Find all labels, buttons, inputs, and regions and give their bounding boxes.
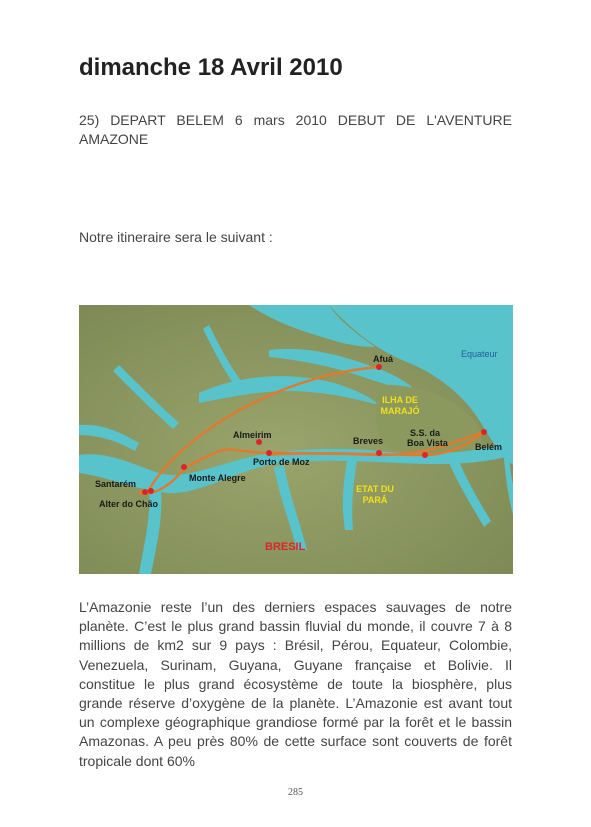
label-ss-da-boa-vista-2: Boa Vista bbox=[407, 438, 448, 448]
label-alter-do-chao: Alter do Chão bbox=[99, 499, 159, 509]
town-marker-santarem bbox=[142, 489, 148, 495]
itinerary-map bbox=[79, 305, 513, 574]
page-title: dimanche 18 Avril 2010 bbox=[79, 54, 343, 81]
label-breves: Breves bbox=[353, 436, 384, 446]
town-marker-monte-alegre bbox=[181, 464, 187, 470]
label-almeirim: Almeirim bbox=[233, 430, 272, 440]
label-equateur: Equateur bbox=[461, 349, 498, 359]
intro-text: Notre itineraire sera le suivant : bbox=[79, 229, 273, 245]
page-number: 285 bbox=[288, 787, 303, 798]
town-marker-ss-da-boa-vista bbox=[422, 452, 428, 458]
town-marker-belem bbox=[481, 429, 487, 435]
label-monte-alegre: Monte Alegre bbox=[189, 473, 246, 483]
label-santarem: Santarém bbox=[95, 479, 137, 489]
town-marker-afua bbox=[376, 364, 382, 370]
label-porto-de-moz: Porto de Moz bbox=[253, 457, 310, 467]
town-marker-alter-do-chao bbox=[148, 488, 154, 494]
label-etat-du-para-1: ETAT DU bbox=[356, 484, 394, 494]
town-marker-porto-de-moz bbox=[266, 450, 272, 456]
label-ss-da-boa-vista-1: S.S. da bbox=[410, 428, 441, 438]
label-ilha-de-marajo-1: ILHA DE bbox=[382, 395, 418, 405]
label-etat-du-para-2: PARÁ bbox=[362, 495, 388, 505]
town-marker-breves bbox=[376, 450, 382, 456]
label-ilha-de-marajo-2: MARAJÓ bbox=[380, 406, 420, 416]
label-afua: Afuá bbox=[373, 354, 393, 364]
post-subtitle: 25) DEPART BELEM 6 mars 2010 DEBUT DE L'AVENTURE AMAZONE bbox=[79, 112, 512, 147]
label-belem: Belém bbox=[475, 442, 503, 452]
body-paragraph: L’Amazonie reste l’un des derniers espaces sauvages de notre planète. C’est le plus grand bassin fluvial du monde, il couvre 7 à 8 millions de km2 sur 9 pays : Brésil, Pérou, Equateur, Colombie, Venezuela, Surinam, Guyana, Guyane française et Bolivie. Il constitue le plus grand écosystème de toute la biosphère, plus grande réserve d’oxygène de la planète. L’Amazonie est avant tout un complexe géographique grandiose formé par la forêt et le bassin Amazonas. A peu près 80% de cette surface sont couverts de forêt tropicale dont 60% bbox=[79, 599, 512, 769]
label-bresil: BRESIL bbox=[265, 541, 306, 553]
